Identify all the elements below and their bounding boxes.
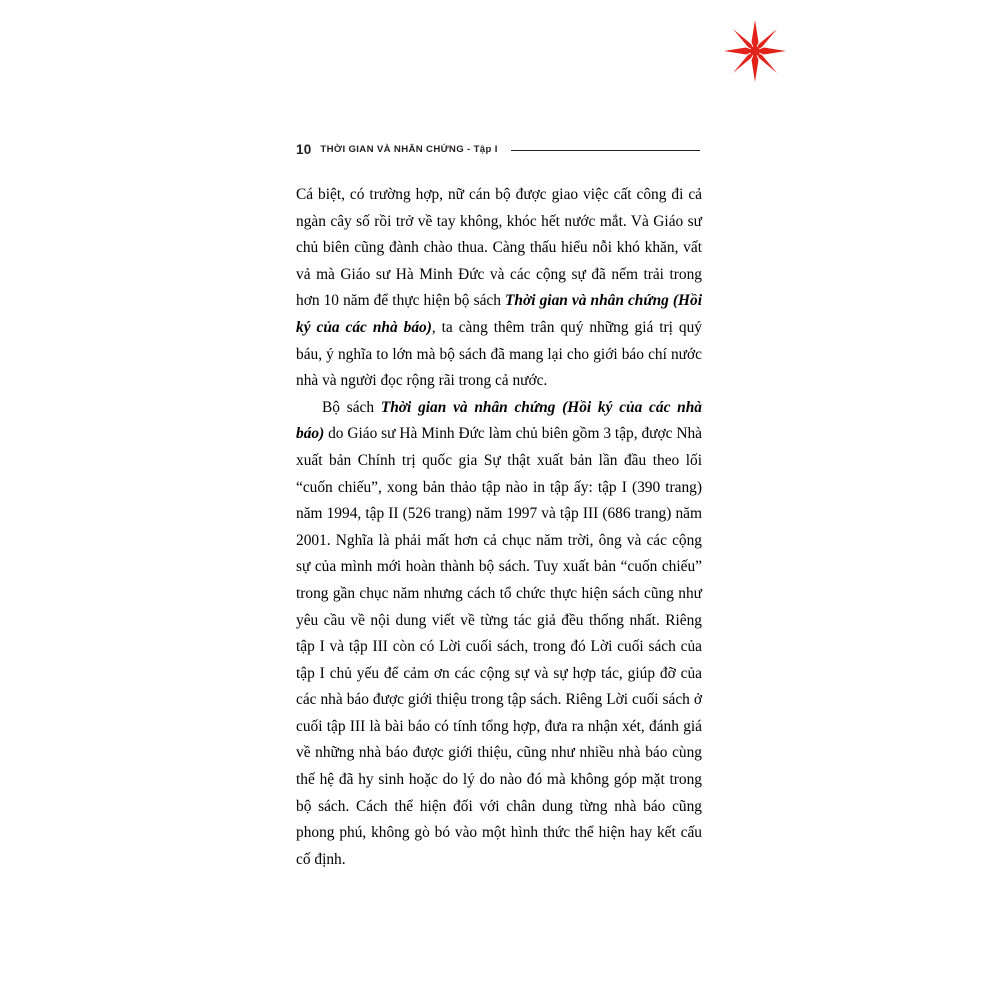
book-title-italic: Thời gian và nhân chứng (Hồi ký của các nhà báo) (296, 398, 702, 443)
text-run: Bộ sách (322, 398, 381, 416)
running-head-rule (511, 150, 700, 151)
text-run: Cá biệt, có trường hợp, nữ cán bộ được giao việc cất công đi cả ngàn cây số rồi trở về tay không, khóc hết nước mắt. Và Giáo sư chủ biên cũng đành chào thua. Càng thấu hiểu nỗi khó khăn, vất vả mà Giáo sư Hà Minh Đức và các cộng sự đã nếm trải trong hơn 10 năm để thực hiện bộ sách (296, 186, 702, 310)
red-star-burst-ornament (722, 18, 788, 84)
book-title-italic: Thời gian và nhân chứng (Hồi ký của các nhà báo) (296, 292, 703, 336)
paragraph-2 (296, 395, 702, 874)
body-text-column (296, 182, 702, 873)
text-run: , ta càng thêm trân quý những giá trị quý báu, ý nghĩa to lớn mà bộ sách đã mang lại cho giới báo chí nước nhà và người đọc rộng rãi trong cả nước. (296, 318, 702, 390)
paragraph-1 (296, 182, 702, 395)
running-head (296, 142, 700, 157)
running-head-title: THỜI GIAN VÀ NHÂN CHỨNG - Tập I (320, 144, 498, 155)
page-number: 10 (296, 142, 312, 157)
text-run: do Giáo sư Hà Minh Đức làm chủ biên gồm 3 tập, được Nhà xuất bản Chính trị quốc gia Sự thật xuất bản lần đầu theo lối “cuốn chiếu”, xong bản thảo tập nào in tập ấy: tập I (390 trang) năm 1994, tập II (526 trang) năm 1997 và tập III (686 trang) năm 2001. Nghĩa là phải mất hơn cả chục năm trời, ông và các cộng sự của mình mới hoàn thành bộ sách. Tuy xuất bản “cuốn chiếu” trong gần chục năm nhưng cách tổ chức thực hiện sách cũng như yêu cầu về nội dung viết về từng tác giả đều thống nhất. Riêng tập I và tập III còn có Lời cuối sách, trong đó Lời cuối sách của tập I chủ yếu để cảm ơn các cộng sự và sự hợp tác, giúp đỡ của các nhà báo được giới thiệu trong tập sách. Riêng Lời cuối sách ở cuối tập III là bài báo có tính tổng hợp, đưa ra nhận xét, đánh giá về những nhà báo được giới thiệu, cũng như nhiều nhà báo cùng thế hệ đã hy sinh hoặc do lý do nào đó mà không góp mặt trong bộ sách. Cách thể hiện đối với chân dung từng nhà báo cũng phong phú, không gò bó vào một hình thức thể hiện hay kết cấu cố định. (296, 425, 702, 868)
